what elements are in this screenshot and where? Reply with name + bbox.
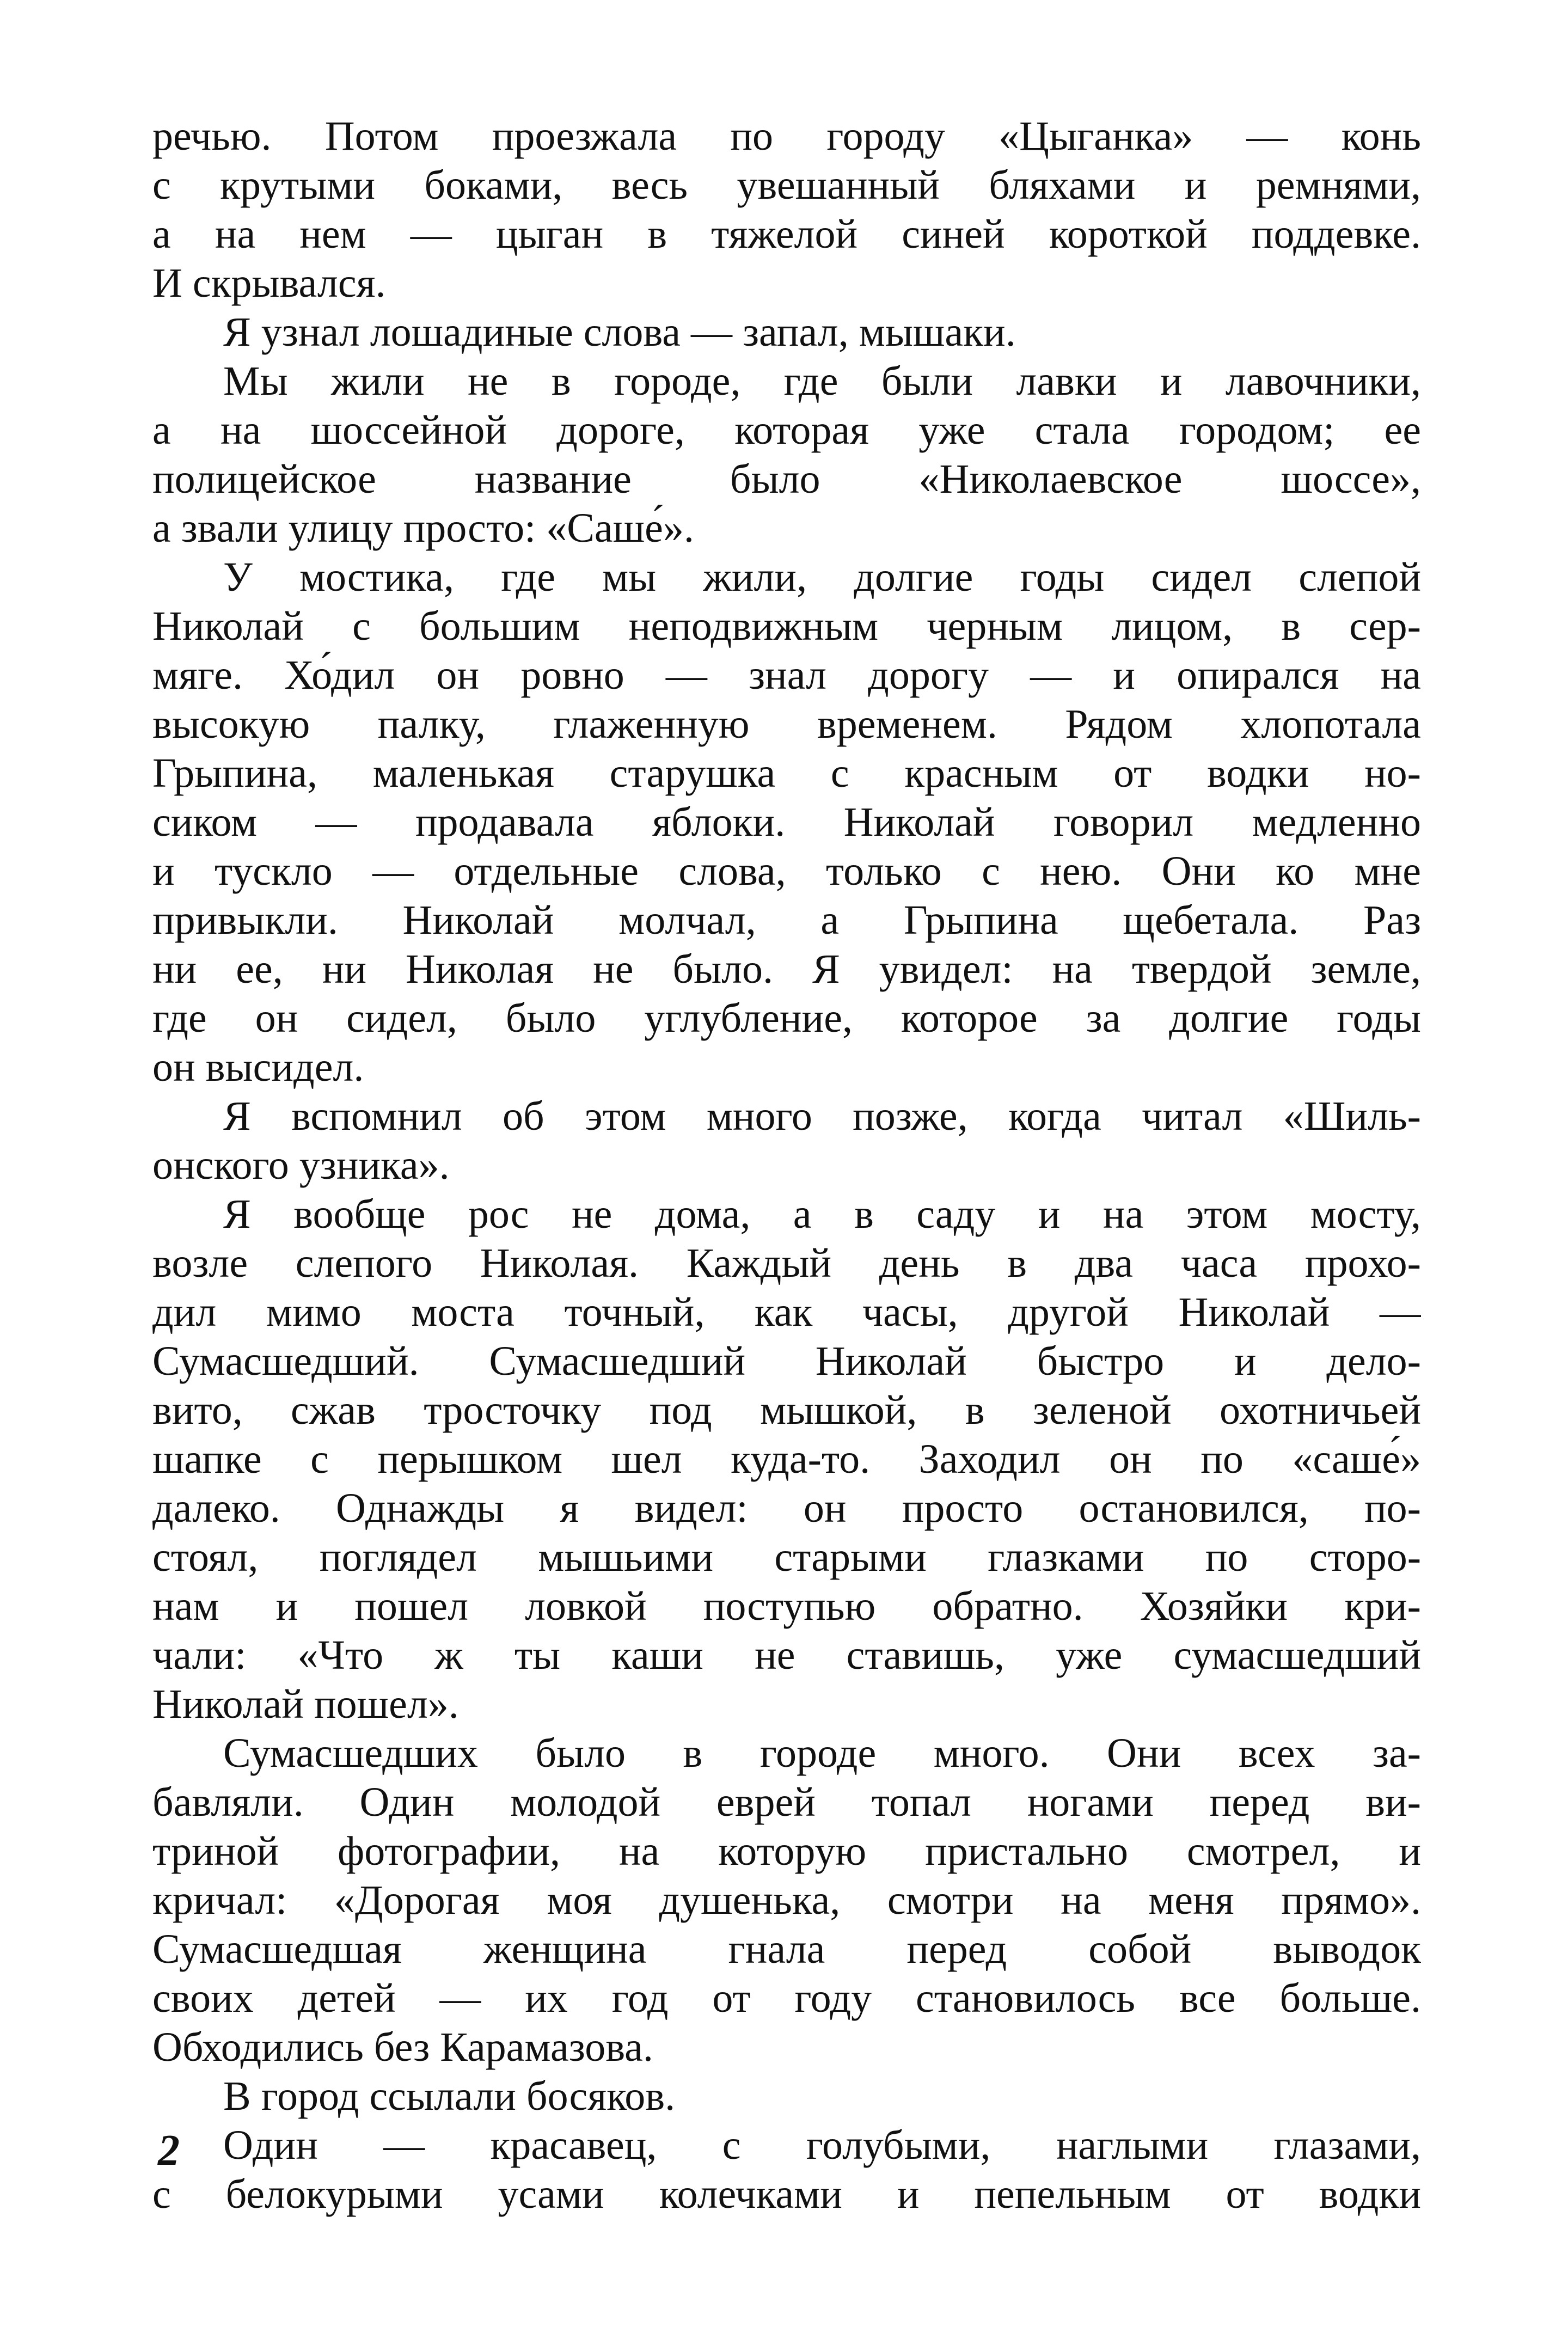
text-line: привыкли. Николай молчал, а Грыпина щебетала. Раз <box>152 897 1421 943</box>
text-line: нам и пошел ловкой поступью обратно. Хозяйки кри- <box>152 1583 1421 1629</box>
text-line: триной фотографии, на которую пристально смотрел, и <box>152 1828 1421 1874</box>
text-line: где он сидел, было углубление, которое за долгие годы <box>152 995 1421 1041</box>
text-line: речью. Потом проезжала по городу «Цыганка» — конь <box>152 113 1421 159</box>
text-line: У мостика, где мы жили, долгие годы сидел слепой <box>223 554 1421 600</box>
text-line: шапке с перышком шел куда-то. Заходил он по «саше́» <box>152 1436 1421 1482</box>
text-line: Один — красавец, с голубыми, наглыми глазами, <box>223 2122 1421 2168</box>
text-line: В город ссылали босяков. <box>223 2073 676 2119</box>
text-line: с белокурыми усами колечками и пепельным от водки <box>152 2171 1421 2217</box>
text-line: а звали улицу просто: «Саше́». <box>152 505 694 551</box>
text-line: с крутыми боками, весь увешанный бляхами и ремнями, <box>152 162 1421 208</box>
text-line: Сумасшедший. Сумасшедший Николай быстро и дело- <box>152 1338 1421 1384</box>
text-line: мяге. Хо́дил он ровно — знал дорогу — и опирался на <box>152 652 1421 698</box>
text-line: сиком — продавала яблоки. Николай говорил медленно <box>152 799 1421 845</box>
text-line: И скрывался. <box>152 260 386 306</box>
text-line: Николай пошел». <box>152 1681 459 1727</box>
text-line: Мы жили не в городе, где были лавки и лавочники, <box>223 358 1421 404</box>
text-line: а на шоссейной дороге, которая уже стала городом; ее <box>152 407 1421 453</box>
text-line: и тускло — отдельные слова, только с нею. Они ко мне <box>152 848 1421 894</box>
text-line: ни ее, ни Николая не было. Я увидел: на твердой земле, <box>152 946 1421 992</box>
body-text <box>152 112 1421 2219</box>
text-line: своих детей — их год от году становилось все больше. <box>152 1975 1421 2021</box>
text-line: стоял, поглядел мышьими старыми глазками по сторо- <box>152 1534 1421 1580</box>
text-line: возле слепого Николая. Каждый день в два часа прохо- <box>152 1240 1421 1286</box>
text-line: бавляли. Один молодой еврей топал ногами перед ви- <box>152 1779 1421 1825</box>
text-line: а на нем — цыган в тяжелой синей короткой поддевке. <box>152 211 1421 257</box>
page-number: 2 <box>158 2127 180 2175</box>
text-line: Грыпина, маленькая старушка с красным от водки но- <box>152 750 1421 796</box>
text-line: Николай с большим неподвижным черным лицом, в сер- <box>152 603 1421 649</box>
text-line: Обходились без Карамазова. <box>152 2024 653 2070</box>
text-line: полицейское название было «Николаевское шоссе», <box>152 456 1421 502</box>
text-line: дил мимо моста точный, как часы, другой Николай — <box>152 1289 1421 1335</box>
text-line: онского узника». <box>152 1142 450 1188</box>
text-line: Я вспомнил об этом много позже, когда читал «Шиль- <box>223 1093 1421 1139</box>
text-line: кричал: «Дорогая моя душенька, смотри на меня прямо». <box>152 1877 1421 1923</box>
text-line: Я узнал лошадиные слова — запал, мышаки. <box>223 309 1016 355</box>
text-line: Сумасшедшая женщина гнала перед собой выводок <box>152 1926 1421 1972</box>
text-line: Сумасшедших было в городе много. Они всех за- <box>223 1730 1421 1776</box>
text-line: он высидел. <box>152 1044 364 1090</box>
text-line: Я вообще рос не дома, а в саду и на этом мосту, <box>223 1191 1421 1237</box>
text-line: вито, сжав тросточку под мышкой, в зеленой охотничьей <box>152 1387 1421 1433</box>
text-line: чали: «Что ж ты каши не ставишь, уже сумасшедший <box>152 1632 1421 1678</box>
text-line: далеко. Однажды я видел: он просто остановился, по- <box>152 1485 1421 1531</box>
text-line: высокую палку, глаженную временем. Рядом хлопотала <box>152 701 1421 747</box>
